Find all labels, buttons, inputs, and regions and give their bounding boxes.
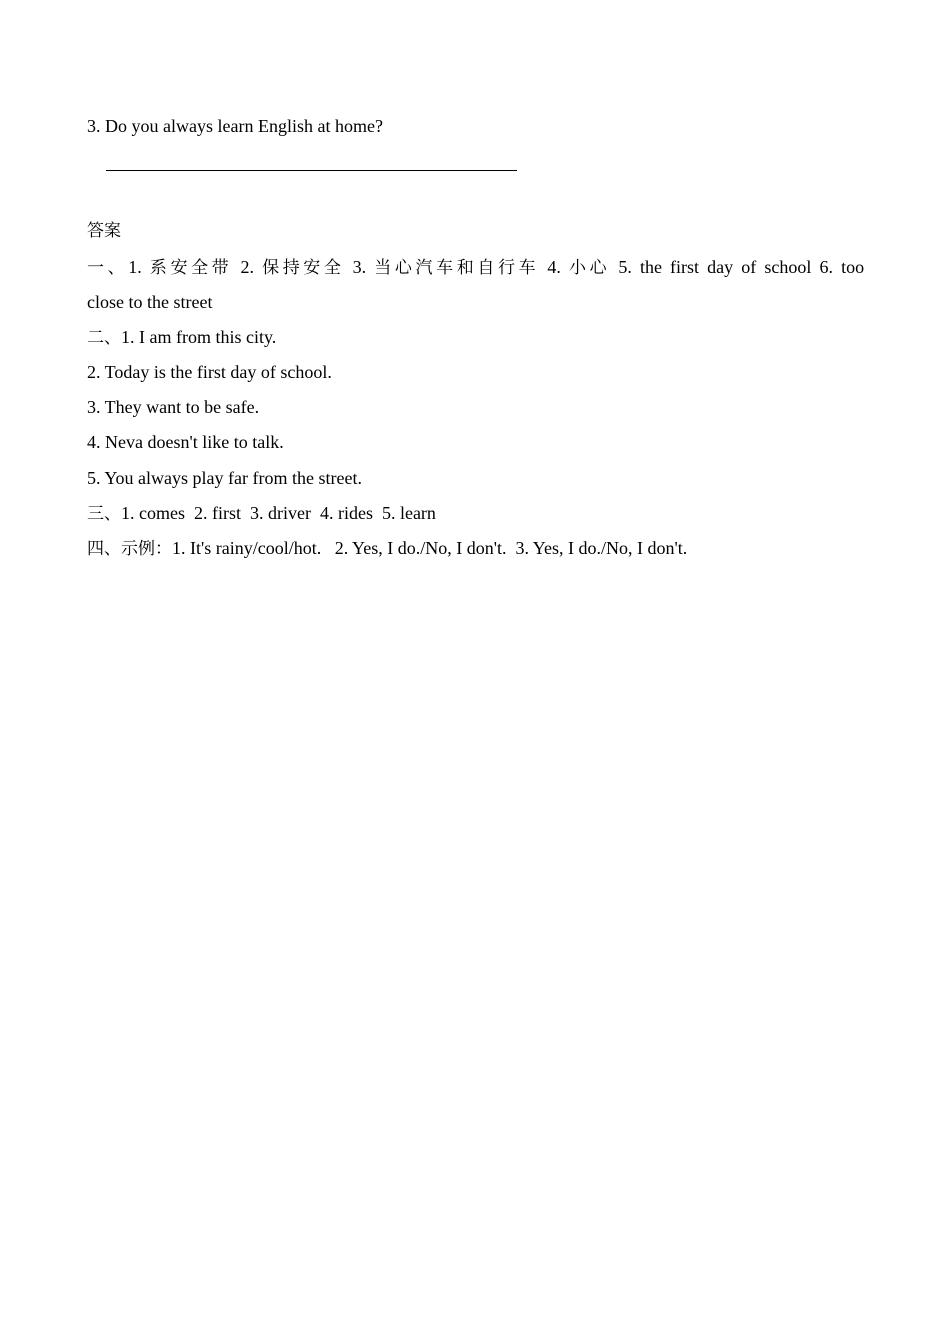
section1-item-4: 小心 bbox=[568, 258, 611, 278]
answer-blank-line bbox=[106, 170, 517, 171]
section2-item-4: 4. Neva doesn't like to talk. bbox=[87, 432, 284, 452]
section1-prefix: 一、 bbox=[87, 258, 129, 278]
section1-line bbox=[87, 250, 864, 286]
section4-prefix: 四、示例： bbox=[87, 539, 172, 559]
section1-item-2-num: 2. bbox=[240, 257, 263, 277]
section1-item-5: 5. the first day of school bbox=[618, 257, 812, 277]
question-3: 3. Do you always learn English at home? bbox=[87, 116, 383, 136]
section2-item-1: 1. I am from this city. bbox=[121, 327, 277, 347]
section1-item-4-num: 4. bbox=[547, 257, 569, 277]
section2-line-1 bbox=[87, 320, 864, 356]
section1-item-3: 当心汽车和自行车 bbox=[374, 258, 540, 278]
section1-item-3-num: 3. bbox=[352, 257, 375, 277]
section4-line bbox=[87, 531, 864, 567]
section3-text: 1. comes 2. first 3. driver 4. rides 5. learn bbox=[121, 503, 436, 523]
section1-item-1: 系安全带 bbox=[149, 258, 233, 278]
section3-prefix: 三、 bbox=[87, 504, 121, 524]
section1-item-1-num: 1. bbox=[128, 257, 150, 277]
section1-item-6: 6. too bbox=[819, 257, 865, 277]
section3-line bbox=[87, 496, 864, 532]
section1-item-2: 保持安全 bbox=[262, 258, 345, 278]
section2-item-2: 2. Today is the first day of school. bbox=[87, 362, 332, 382]
section2-item-3: 3. They want to be safe. bbox=[87, 397, 260, 417]
section4-text: 1. It's rainy/cool/hot. 2. Yes, I do./No, I don't. 3. Yes, I do./No, I don't. bbox=[172, 538, 688, 558]
section2-prefix: 二、 bbox=[87, 328, 121, 348]
section2-item-5: 5. You always play far from the street. bbox=[87, 468, 362, 488]
answers-heading: 答案 bbox=[87, 221, 121, 241]
section1-continuation: close to the street bbox=[87, 292, 213, 312]
